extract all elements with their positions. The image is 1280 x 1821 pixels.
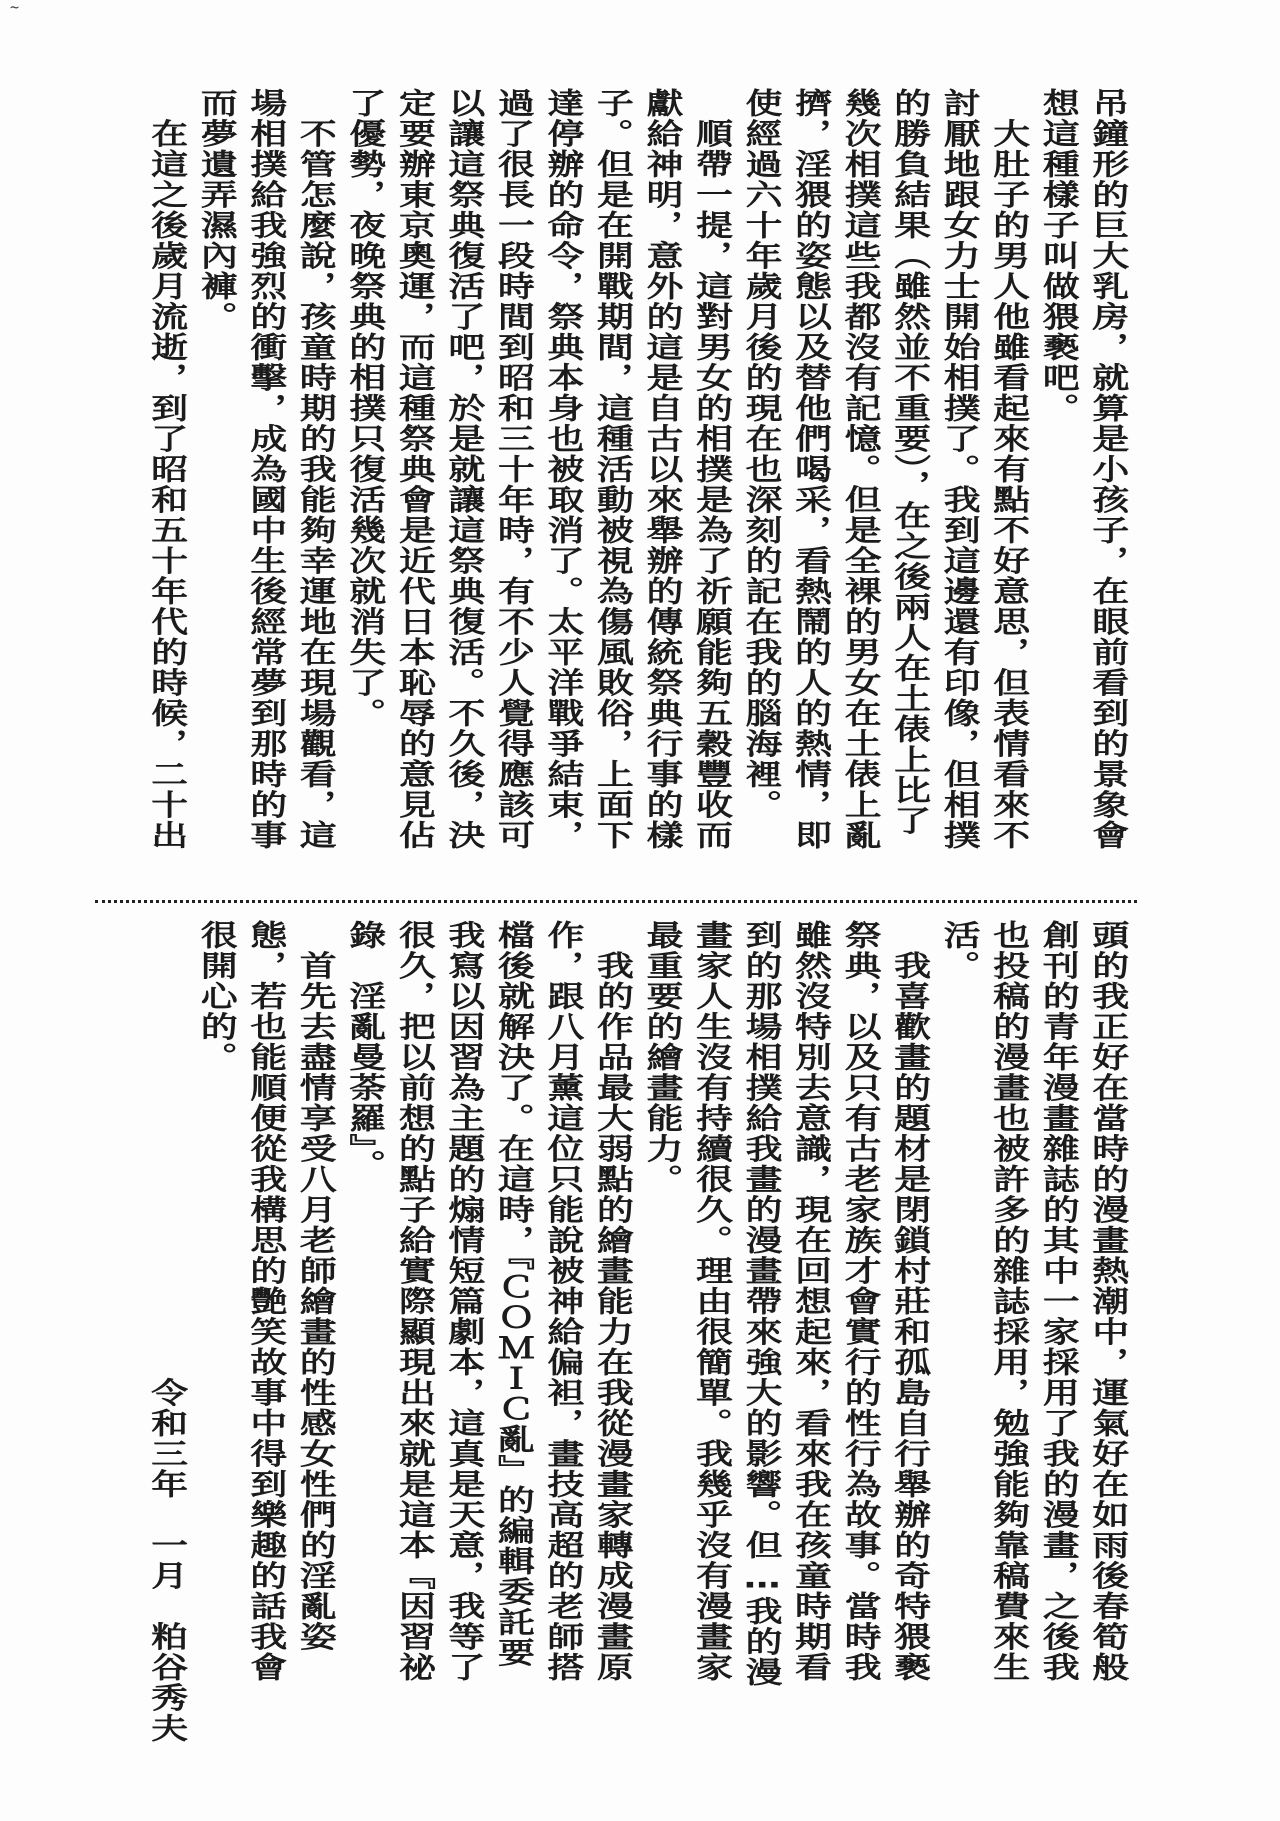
scan-corner-artifact: ~ (10, 0, 20, 16)
text-column: 討厭地跟女力士開始相撲了。我到這邊還有印像，但相撲 (938, 88, 982, 851)
text-column: 首先去盡情享受八月老師繪畫的性感女性們的淫亂姿 (294, 920, 338, 1652)
text-column: 在這之後歲月流逝，到了昭和五十年代的時候，二十出 (146, 88, 190, 851)
text-column: 很久，把以前想的點子給實際顯現出來就是這本『因習祕 (393, 920, 438, 1683)
text-column: 而夢遺弄濕內褲。 (195, 88, 239, 332)
text-column: 我的作品最大弱點的繪畫能力在我從漫畫家轉成漫畫原 (591, 920, 636, 1683)
text-column: 達停辦的命令，祭典本身也被取消了。太平洋戰爭結束， (542, 88, 586, 851)
text-column: 幾次相撲這些我都沒有記憶。但是全裸的男女在土俵上亂 (839, 88, 883, 851)
text-column: 很開心的。 (195, 920, 239, 1073)
text-column: 使經過六十年歲月後的現在也深刻的記在我的腦海裡。 (740, 88, 784, 820)
text-column: 檔後就解決了。在這時，『ＣＯＭＩＣ亂』的編輯委託要 (492, 920, 537, 1668)
text-column: 我寫以因習為主題的煽情短篇劇本，這真是天意，我等了 (443, 920, 487, 1683)
text-column: 雖然沒特別去意識，現在回想起來，看來我在孩童時期看 (790, 920, 834, 1683)
text-column: 作，跟八月薰這位只能說被神給偏袒，畫技高超的老師搭 (542, 920, 586, 1683)
text-column: 順帶一提，這對男女的相撲是為了祈願能夠五穀豐收而 (691, 88, 735, 851)
text-column: 以讓這祭典復活了吧，於是就讓這祭典復活。不久後，決 (443, 88, 487, 851)
text-column: 大肚子的男人他雖看起來有點不好意思，但表情看來不 (988, 88, 1032, 851)
text-column: 創刊的青年漫畫雜誌的其中一家採用了我的漫畫，之後我 (1037, 920, 1081, 1683)
text-column: 令和三年 一月 粕谷秀夫 (146, 920, 190, 1744)
text-column: 錄 淫亂曼荼羅』。 (344, 920, 388, 1180)
text-column: 畫家人生沒有持續很久。理由很簡單。我幾乎沒有漫畫家 (691, 920, 735, 1683)
text-column: 態，若也能順便從我構思的艷笑故事中得到樂趣的話我會 (245, 920, 289, 1683)
text-column: 獻給神明，意外的這是自古以來舉辦的傳統祭典行事的樣 (641, 88, 685, 851)
text-column: 頭的我正好在當時的漫畫熱潮中，運氣好在如雨後春筍般 (1087, 920, 1131, 1683)
text-column: 定要辦東京奧運，而這種祭典會是近代日本恥辱的意見佔 (393, 88, 438, 851)
text-column: 也投稿的漫畫也被許多的雜誌採用，勉強能夠靠稿費來生 (988, 920, 1032, 1683)
dotted-section-divider (95, 900, 1137, 903)
text-column: 想這種樣子叫做猥褻吧。 (1037, 88, 1081, 424)
text-column: 祭典，以及只有古老家族才會實行的性行為故事。當時我 (839, 920, 883, 1683)
afterword-bottom-section (142, 920, 1133, 1765)
text-column: 活。 (938, 920, 982, 981)
text-column: 我喜歡畫的題材是閉鎖村莊和孤島自行舉辦的奇特猥褻 (889, 920, 933, 1683)
text-column: 子。但是在開戰期間，這種活動被視為傷風敗俗，上面下 (591, 88, 636, 851)
text-column: 吊鐘形的巨大乳房，就算是小孩子，在眼前看到的景象會 (1087, 88, 1131, 851)
text-column: 到的那場相撲給我畫的漫畫帶來強大的影響。但…我的漫 (740, 920, 784, 1688)
text-column: 不管怎麼說，孩童時期的我能夠幸運地在現場觀看，這 (294, 88, 338, 851)
text-column: 的勝負結果（雖然並不重要），在之後兩人在土俵上比了 (889, 88, 933, 836)
text-column: 了優勢，夜晚祭典的相撲只復活幾次就消失了。 (344, 88, 388, 729)
afterword-top-section (142, 88, 1133, 898)
text-column: 最重要的繪畫能力。 (641, 920, 685, 1195)
text-column: 場相撲給我強烈的衝擊，成為國中生後經常夢到那時的事 (245, 88, 289, 851)
text-column: 擠，淫猥的姿態以及替他們喝采，看熱鬧的人的熱情，即 (790, 88, 834, 851)
text-column: 過了很長一段時間到昭和三十年時，有不少人覺得應該可 (492, 88, 537, 851)
